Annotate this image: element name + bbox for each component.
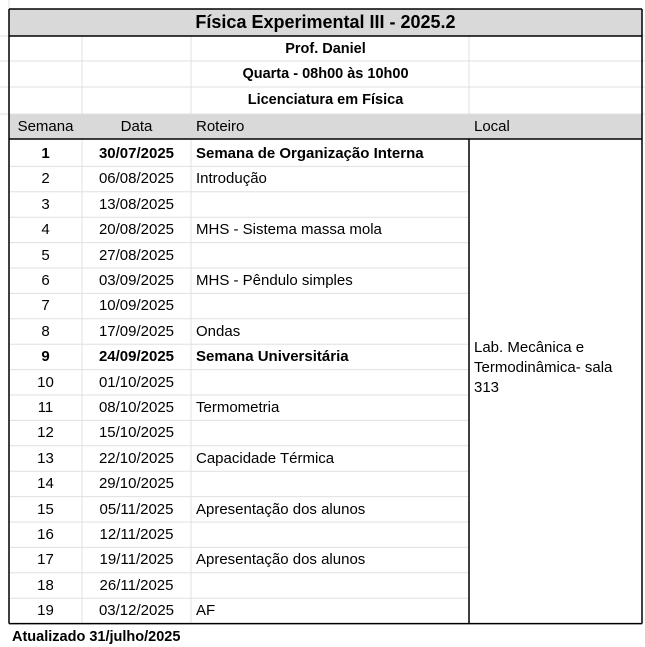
row-topic: Introdução — [196, 170, 267, 188]
row-week-number: 2 — [41, 170, 50, 188]
row-date: 20/08/2025 — [98, 221, 175, 239]
row-week-number: 12 — [37, 424, 54, 442]
course-program: Licenciatura em Física — [247, 92, 404, 108]
row-date: 05/11/2025 — [99, 500, 174, 518]
row-date: 15/10/2025 — [98, 424, 175, 442]
row-date: 12/11/2025 — [99, 526, 174, 543]
row-topic: Apresentação dos alunos — [196, 551, 366, 569]
row-date: 30/07/2025 — [98, 145, 175, 162]
row-topic: AF — [196, 602, 216, 620]
row-date: 03/12/2025 — [98, 602, 175, 620]
row-topic: Ondas — [196, 322, 241, 340]
course-title: Física Experimental III - 2025.2 — [195, 12, 456, 32]
row-week-number: 17 — [37, 551, 54, 569]
row-week-number: 9 — [41, 348, 50, 366]
row-date: 17/09/2025 — [98, 322, 175, 340]
row-topic: Semana de Organização Interna — [196, 145, 424, 162]
row-date: 03/09/2025 — [98, 272, 175, 289]
row-week-number: 15 — [37, 500, 54, 518]
row-week-number: 19 — [37, 602, 54, 620]
row-date: 26/11/2025 — [99, 576, 174, 594]
row-topic: Termometria — [196, 399, 280, 416]
row-date: 22/10/2025 — [98, 449, 175, 467]
row-week-number: 13 — [37, 449, 54, 467]
row-date: 27/08/2025 — [98, 246, 175, 264]
row-date: 06/08/2025 — [98, 170, 175, 188]
row-topic: Capacidade Térmica — [196, 449, 335, 467]
row-week-number: 10 — [37, 373, 54, 391]
row-date: 29/10/2025 — [98, 475, 175, 493]
professor-name: Prof. Daniel — [285, 41, 366, 57]
row-week-number: 8 — [41, 322, 50, 340]
column-header-roteiro: Roteiro — [196, 118, 245, 135]
row-week-number: 5 — [41, 246, 50, 264]
row-date: 01/10/2025 — [98, 373, 175, 391]
column-header-semana: Semana — [17, 118, 74, 135]
class-schedule: Quarta - 08h00 às 10h00 — [242, 66, 409, 82]
row-date: 08/10/2025 — [98, 399, 175, 416]
row-date: 24/09/2025 — [98, 348, 175, 366]
row-week-number: 18 — [37, 576, 54, 594]
row-week-number: 1 — [41, 145, 50, 162]
row-week-number: 16 — [37, 526, 54, 543]
row-week-number: 14 — [37, 475, 54, 493]
row-week-number: 11 — [37, 399, 54, 416]
row-date: 13/08/2025 — [98, 195, 175, 213]
row-topic: Semana Universitária — [196, 348, 349, 366]
row-week-number: 4 — [41, 221, 50, 239]
row-topic: MHS - Pêndulo simples — [196, 272, 353, 289]
column-header-local: Local — [474, 118, 510, 135]
lab-location: Lab. Mecânica e Termodinâmica- sala 313 — [474, 339, 613, 396]
last-updated-note: Atualizado 31/julho/2025 — [12, 629, 181, 645]
row-topic: MHS - Sistema massa mola — [196, 221, 382, 239]
row-date: 10/09/2025 — [98, 297, 175, 315]
row-week-number: 3 — [41, 195, 50, 213]
row-date: 19/11/2025 — [99, 551, 174, 569]
row-topic: Apresentação dos alunos — [196, 500, 366, 518]
column-header-data: Data — [120, 118, 153, 135]
row-week-number: 7 — [41, 297, 50, 315]
row-week-number: 6 — [41, 272, 50, 289]
